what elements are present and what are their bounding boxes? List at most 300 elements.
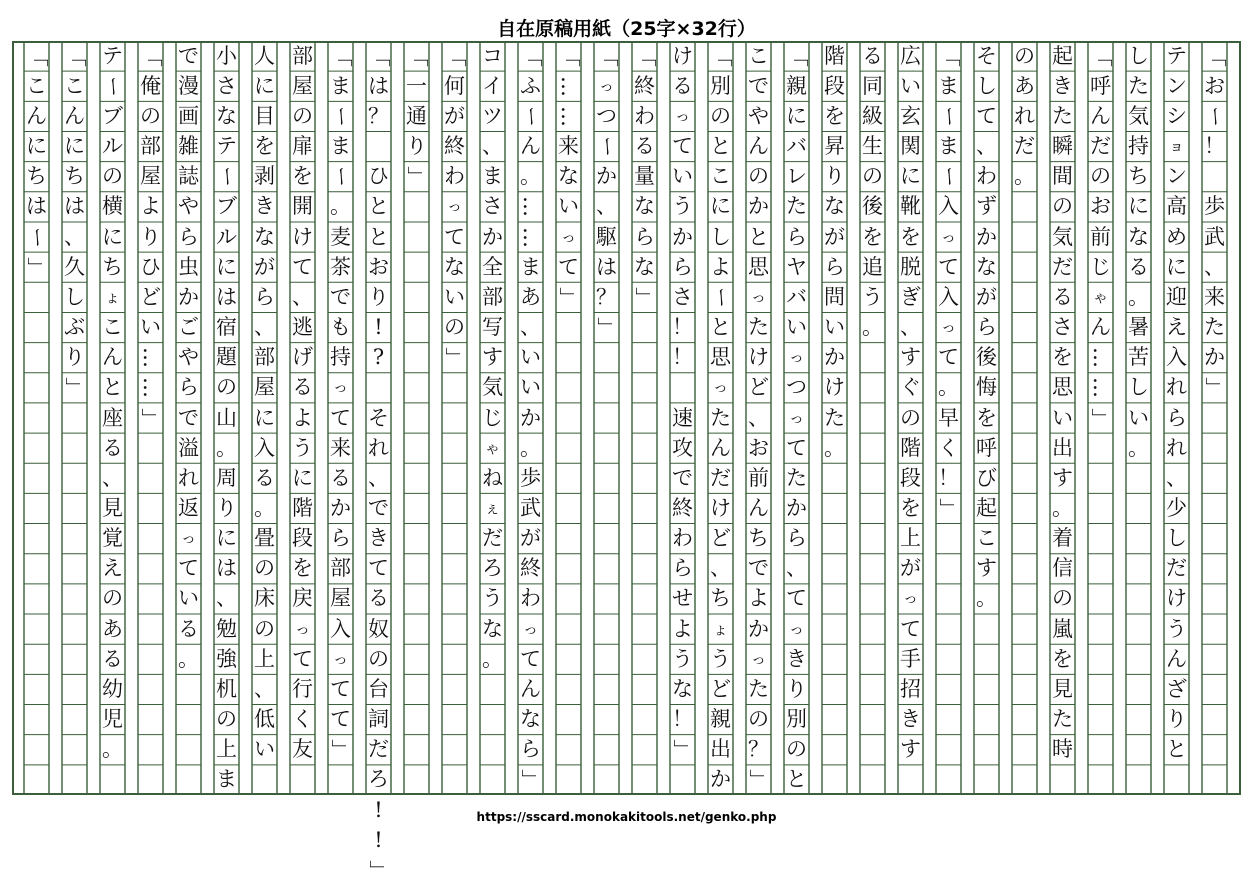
manuscript-char: た <box>1204 315 1225 340</box>
manuscript-char: る <box>672 73 693 98</box>
manuscript-char: か <box>520 405 541 430</box>
manuscript-char: ! <box>374 797 383 822</box>
manuscript-char: ぶ <box>64 315 85 340</box>
manuscript-char: 上 <box>900 526 921 551</box>
manuscript-char: き <box>254 194 275 219</box>
manuscript-char: 勉 <box>216 616 237 641</box>
manuscript-line <box>442 41 467 795</box>
manuscript-char: 攻 <box>672 435 693 460</box>
manuscript-char: 」 <box>671 739 695 761</box>
manuscript-char: あ <box>520 284 541 309</box>
manuscript-char: け <box>748 345 769 370</box>
manuscript-char: 、 <box>102 465 123 490</box>
manuscript-char: 呼 <box>976 435 997 460</box>
manuscript-char: バ <box>786 284 807 309</box>
manuscript-char: 関 <box>900 134 921 159</box>
manuscript-char: ち <box>710 586 731 611</box>
manuscript-char: 「 <box>25 45 49 67</box>
manuscript-char: は <box>216 556 237 581</box>
manuscript-char: 瞬 <box>1052 134 1073 159</box>
manuscript-char: 部 <box>330 556 351 581</box>
manuscript-char: … <box>519 226 543 248</box>
manuscript-char: ひ <box>368 164 389 189</box>
manuscript-char: 屋 <box>330 586 351 611</box>
manuscript-line <box>1164 41 1189 795</box>
manuscript-char: よ <box>748 586 769 611</box>
manuscript-char: た <box>786 465 807 490</box>
manuscript-char: っ <box>294 619 310 638</box>
manuscript-char: は <box>64 194 85 219</box>
manuscript-char: わ <box>520 586 541 611</box>
manuscript-char: の <box>1052 586 1073 611</box>
manuscript-char: 全 <box>482 254 503 279</box>
manuscript-char: ち <box>102 254 123 279</box>
manuscript-char: 「 <box>405 45 429 67</box>
manuscript-char: い <box>520 345 541 370</box>
manuscript-char: ん <box>1166 646 1187 671</box>
manuscript-char: 」 <box>1203 377 1227 399</box>
manuscript-char: 返 <box>178 495 199 520</box>
manuscript-char: 上 <box>254 646 275 671</box>
manuscript-char: っ <box>940 318 956 337</box>
manuscript-char: お <box>748 435 769 460</box>
manuscript-char: に <box>64 134 85 159</box>
manuscript-char: な <box>672 676 693 701</box>
manuscript-char: 雑 <box>178 134 199 159</box>
manuscript-char: っ <box>522 619 538 638</box>
manuscript-char: 、 <box>786 556 807 581</box>
manuscript-char: な <box>254 224 275 249</box>
manuscript-char: 上 <box>216 737 237 762</box>
manuscript-line <box>138 41 163 795</box>
manuscript-char: 「 <box>63 45 87 67</box>
manuscript-char: う <box>710 646 731 671</box>
manuscript-char: び <box>976 465 997 490</box>
manuscript-char: ん <box>710 435 731 460</box>
manuscript-line <box>594 41 619 795</box>
manuscript-char: ぎ <box>900 284 921 309</box>
manuscript-char: う <box>482 586 503 611</box>
manuscript-char: 」 <box>633 286 657 308</box>
manuscript-line <box>1050 41 1075 795</box>
manuscript-char: か <box>596 164 617 189</box>
manuscript-char: 麦 <box>330 224 351 249</box>
manuscript-char: て <box>444 224 465 249</box>
manuscript-char: 持 <box>1128 134 1149 159</box>
manuscript-char: ど <box>748 375 769 400</box>
manuscript-char: て <box>786 435 807 460</box>
manuscript-char: 、 <box>520 315 541 340</box>
manuscript-char: し <box>710 224 731 249</box>
manuscript-char: わ <box>634 103 655 128</box>
manuscript-char: ょ <box>104 287 120 306</box>
manuscript-char: 速 <box>672 405 693 430</box>
manuscript-char: 。 <box>1052 495 1073 520</box>
manuscript-char: に <box>254 73 275 98</box>
manuscript-char: 漫 <box>178 73 199 98</box>
manuscript-char: ま <box>520 254 541 279</box>
manuscript-char: わ <box>976 164 997 189</box>
manuscript-char: そ <box>368 405 389 430</box>
manuscript-char: 」 <box>519 769 543 791</box>
manuscript-char: あ <box>102 616 123 641</box>
manuscript-char: 「 <box>595 45 619 67</box>
manuscript-char: ふ <box>520 73 541 98</box>
manuscript-char: 」 <box>329 739 353 761</box>
manuscript-char: が <box>976 284 997 309</box>
manuscript-char: な <box>482 616 503 641</box>
manuscript-char: な <box>634 194 655 219</box>
manuscript-char: 「 <box>557 45 581 67</box>
manuscript-char: そ <box>976 43 997 68</box>
manuscript-char: り <box>1166 707 1187 732</box>
manuscript-char: い <box>1128 405 1149 430</box>
manuscript-char: だ <box>1052 254 1073 279</box>
manuscript-char: 。 <box>482 646 503 671</box>
manuscript-line <box>328 41 353 795</box>
manuscript-char: 生 <box>862 134 883 159</box>
manuscript-char: て <box>672 134 693 159</box>
manuscript-char: を <box>824 103 845 128</box>
manuscript-char: て <box>330 676 351 701</box>
manuscript-char: ！ <box>672 707 693 732</box>
manuscript-char: か <box>1204 345 1225 370</box>
manuscript-char: っ <box>940 227 956 246</box>
manuscript-char: 終 <box>444 134 465 159</box>
manuscript-char: ル <box>216 224 237 249</box>
manuscript-char: 、 <box>368 465 389 490</box>
manuscript-char: て <box>368 556 389 581</box>
manuscript-char: こ <box>26 73 47 98</box>
manuscript-char: 部 <box>482 284 503 309</box>
manuscript-char: ！ <box>1204 134 1225 159</box>
manuscript-char: 」 <box>443 347 467 369</box>
manuscript-char: … <box>1089 347 1113 369</box>
manuscript-char: 」 <box>405 166 429 188</box>
manuscript-line <box>708 41 733 795</box>
manuscript-char: ら <box>672 254 693 279</box>
manuscript-char: … <box>557 75 581 97</box>
manuscript-char: っ <box>598 76 614 95</box>
manuscript-char: ぐ <box>900 375 921 400</box>
manuscript-char: り <box>368 284 389 309</box>
manuscript-char: ら <box>634 224 655 249</box>
manuscript-char: に <box>102 224 123 249</box>
manuscript-char: … <box>139 377 163 399</box>
manuscript-char: ン <box>1166 164 1187 189</box>
manuscript-char: 「 <box>709 45 733 67</box>
manuscript-char: ー <box>519 105 543 127</box>
manuscript-char: 広 <box>900 43 921 68</box>
manuscript-char: き <box>786 646 807 671</box>
manuscript-char: 段 <box>292 526 313 551</box>
manuscript-char: 「 <box>1089 45 1113 67</box>
manuscript-char: を <box>292 164 313 189</box>
manuscript-char: の <box>140 103 161 128</box>
manuscript-char: わ <box>672 526 693 551</box>
manuscript-char: に <box>1166 254 1187 279</box>
manuscript-char: ん <box>520 676 541 701</box>
manuscript-char: ろ <box>368 767 389 792</box>
manuscript-char: う <box>672 194 693 219</box>
manuscript-char: 。 <box>254 495 275 520</box>
manuscript-char: だ <box>1014 134 1035 159</box>
manuscript-char: ! <box>374 315 383 340</box>
manuscript-char: で <box>748 73 769 98</box>
manuscript-char: シ <box>1166 103 1187 128</box>
manuscript-char: ら <box>254 284 275 309</box>
manuscript-char: 追 <box>862 254 883 279</box>
manuscript-char: 」 <box>25 256 49 278</box>
manuscript-char: ？ <box>748 737 769 762</box>
manuscript-char: の <box>368 646 389 671</box>
manuscript-char: の <box>710 103 731 128</box>
manuscript-char: 題 <box>216 345 237 370</box>
manuscript-char: 来 <box>330 435 351 460</box>
manuscript-char: や <box>748 103 769 128</box>
manuscript-char: う <box>1166 616 1187 641</box>
manuscript-char: 後 <box>862 194 883 219</box>
manuscript-char: 」 <box>557 286 581 308</box>
manuscript-char: っ <box>332 649 348 668</box>
manuscript-char: コ <box>482 43 503 68</box>
manuscript-char: も <box>330 315 351 340</box>
manuscript-char: た <box>748 676 769 701</box>
manuscript-char: ー <box>937 105 961 127</box>
manuscript-char: の <box>786 737 807 762</box>
manuscript-char: き <box>1052 73 1073 98</box>
manuscript-char: こ <box>710 164 731 189</box>
manuscript-char: 扉 <box>292 134 313 159</box>
manuscript-char: き <box>900 707 921 732</box>
manuscript-char: 。 <box>330 194 351 219</box>
manuscript-char: 一 <box>406 73 427 98</box>
manuscript-char: く <box>292 707 313 732</box>
manuscript-char: し <box>1128 43 1149 68</box>
manuscript-char: る <box>862 43 883 68</box>
manuscript-char: だ <box>368 737 389 762</box>
manuscript-char: い <box>824 315 845 340</box>
manuscript-char: テ <box>1166 43 1187 68</box>
manuscript-char: ー <box>595 136 619 158</box>
manuscript-char: は <box>216 284 237 309</box>
manuscript-char: り <box>216 495 237 520</box>
manuscript-char: ル <box>102 134 123 159</box>
manuscript-char: 」 <box>367 859 391 881</box>
manuscript-char: ね <box>482 465 503 490</box>
manuscript-line <box>556 41 581 795</box>
manuscript-char: っ <box>332 378 348 397</box>
manuscript-char: ん <box>64 103 85 128</box>
manuscript-char: き <box>368 526 389 551</box>
manuscript-char <box>366 134 391 159</box>
manuscript-char: 気 <box>1128 103 1149 128</box>
manuscript-char: の <box>1014 43 1035 68</box>
manuscript-char: ま <box>216 767 237 792</box>
manuscript-char: て <box>292 254 313 279</box>
manuscript-char: な <box>824 194 845 219</box>
manuscript-char: 詞 <box>368 707 389 732</box>
manuscript-char: し <box>64 284 85 309</box>
manuscript-char: さ <box>216 73 237 98</box>
manuscript-char: よ <box>672 616 693 641</box>
manuscript-char: か <box>330 495 351 520</box>
manuscript-char: の <box>444 315 465 340</box>
manuscript-char: こ <box>102 315 123 340</box>
manuscript-char: の <box>254 556 275 581</box>
manuscript-char: ろ <box>482 556 503 581</box>
manuscript-char: の <box>748 707 769 732</box>
manuscript-char: バ <box>786 134 807 159</box>
manuscript-char: 見 <box>102 495 123 520</box>
manuscript-line <box>632 41 657 795</box>
manuscript-char: 歩 <box>1204 194 1225 219</box>
manuscript-char: ぇ <box>484 498 500 517</box>
manuscript-char: で <box>368 495 389 520</box>
manuscript-char: お <box>1204 73 1225 98</box>
manuscript-char: ま <box>330 134 351 159</box>
manuscript-line <box>898 41 923 795</box>
manuscript-line <box>860 41 885 795</box>
manuscript-char: て <box>786 586 807 611</box>
manuscript-char: か <box>824 345 845 370</box>
manuscript-char: 逃 <box>292 315 313 340</box>
manuscript-char: ご <box>178 315 199 340</box>
manuscript-char: 終 <box>520 556 541 581</box>
manuscript-char: 「 <box>785 45 809 67</box>
manuscript-char: 、 <box>1166 465 1187 490</box>
manuscript-char: は <box>368 73 389 98</box>
manuscript-line <box>1126 41 1151 795</box>
manuscript-char: 、 <box>1204 254 1225 279</box>
manuscript-char: て <box>900 616 921 641</box>
manuscript-char: ざ <box>1166 676 1187 701</box>
manuscript-char: を <box>292 556 313 581</box>
manuscript-char: 量 <box>634 164 655 189</box>
manuscript-char: 床 <box>254 586 275 611</box>
manuscript-line <box>822 41 847 795</box>
manuscript-char: ち <box>64 164 85 189</box>
manuscript-char: ー <box>215 166 239 188</box>
manuscript-char: ー <box>329 105 353 127</box>
manuscript-char: 「 <box>519 45 543 67</box>
manuscript-char: ん <box>748 134 769 159</box>
manuscript-char: 「 <box>329 45 353 67</box>
manuscript-line <box>784 41 809 795</box>
manuscript-char: ん <box>748 495 769 520</box>
manuscript-char: 別 <box>786 707 807 732</box>
manuscript-char: ま <box>938 134 959 159</box>
manuscript-char: ら <box>520 737 541 762</box>
manuscript-char: 俺 <box>140 73 161 98</box>
manuscript-char: 、 <box>900 315 921 340</box>
manuscript-line <box>100 41 125 795</box>
manuscript-char: ら <box>330 526 351 551</box>
manuscript-char: だ <box>482 526 503 551</box>
manuscript-char: る <box>368 586 389 611</box>
manuscript-char: ン <box>1166 73 1187 98</box>
manuscript-line <box>366 41 391 881</box>
manuscript-char: う <box>862 284 883 309</box>
manuscript-char: め <box>1166 224 1187 249</box>
manuscript-line <box>252 41 277 795</box>
manuscript-char: る <box>178 616 199 641</box>
manuscript-char: ョ <box>1168 137 1184 156</box>
manuscript-char: い <box>672 164 693 189</box>
manuscript-char: け <box>292 224 313 249</box>
manuscript-char: 虫 <box>178 254 199 279</box>
manuscript-char: や <box>178 345 199 370</box>
manuscript-char: て <box>558 254 579 279</box>
manuscript-char: 「 <box>633 45 657 67</box>
manuscript-line <box>480 41 505 795</box>
manuscript-char: 問 <box>824 284 845 309</box>
manuscript-char: っ <box>788 408 804 427</box>
manuscript-char: 人 <box>254 43 275 68</box>
manuscript-char: か <box>482 224 503 249</box>
manuscript-char: た <box>710 405 731 430</box>
manuscript-char: テ <box>102 43 123 68</box>
manuscript-char: ど <box>140 284 161 309</box>
manuscript-char: ー <box>101 75 125 97</box>
manuscript-char: 嵐 <box>1052 616 1073 641</box>
manuscript-char: ょ <box>712 619 728 638</box>
manuscript-char: だ <box>710 465 731 490</box>
manuscript-char: 、 <box>976 134 997 159</box>
manuscript-char: や <box>178 194 199 219</box>
manuscript-char: に <box>254 405 275 430</box>
manuscript-char: 。 <box>520 435 541 460</box>
manuscript-char: 階 <box>900 435 921 460</box>
manuscript-char: が <box>444 103 465 128</box>
manuscript-char: っ <box>446 197 462 216</box>
manuscript-char: 行 <box>292 676 313 701</box>
manuscript-char: 「 <box>139 45 163 67</box>
manuscript-char: 昇 <box>824 134 845 159</box>
manuscript-char: 。 <box>1128 435 1149 460</box>
sheet-title: 自在原稿用紙（25字×32行） <box>497 18 756 40</box>
manuscript-char: れ <box>1166 435 1187 460</box>
manuscript-char: 何 <box>444 73 465 98</box>
manuscript-char: 」 <box>139 407 163 429</box>
manuscript-char: 児 <box>102 707 123 732</box>
manuscript-char: て <box>292 646 313 671</box>
manuscript-char: 剥 <box>254 164 275 189</box>
manuscript-char: ゃ <box>484 438 500 457</box>
manuscript-char: 机 <box>216 676 237 701</box>
manuscript-char: い <box>1052 405 1073 430</box>
manuscript-char: く <box>938 435 959 460</box>
manuscript-line <box>746 41 771 795</box>
manuscript-char: か <box>786 495 807 520</box>
manuscript-char: つ <box>596 103 617 128</box>
manuscript-char: し <box>1128 375 1149 400</box>
manuscript-char: ん <box>1090 103 1111 128</box>
manuscript-char: か <box>178 284 199 309</box>
manuscript-char: 入 <box>330 616 351 641</box>
manuscript-char: っ <box>560 227 576 246</box>
manuscript-char: こ <box>64 73 85 98</box>
manuscript-char: … <box>1089 377 1113 399</box>
manuscript-char: ま <box>330 73 351 98</box>
manuscript-char: 級 <box>862 103 883 128</box>
manuscript-char: の <box>1090 164 1111 189</box>
manuscript-char: … <box>519 196 543 218</box>
manuscript-char: の <box>292 103 313 128</box>
manuscript-char: に <box>292 465 313 490</box>
manuscript-char: よ <box>292 405 313 430</box>
manuscript-char: 畳 <box>254 526 275 551</box>
